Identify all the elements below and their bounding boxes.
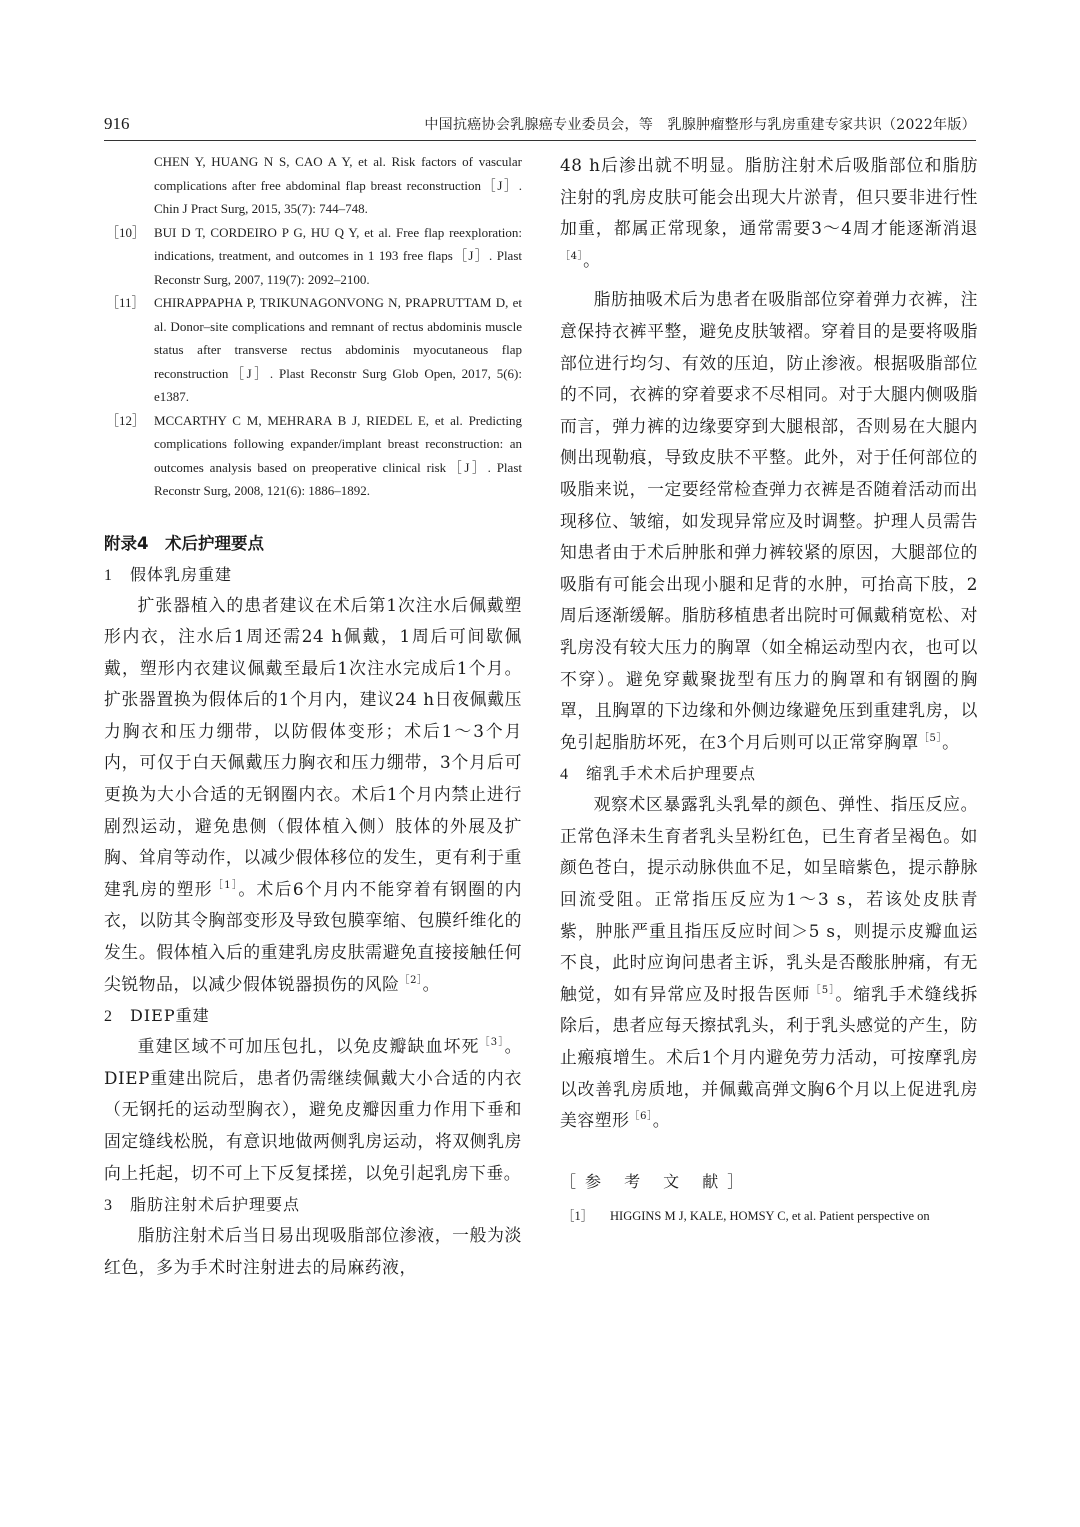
- section-number: 3: [104, 1197, 113, 1215]
- references-heading: ［参 考 文 献］: [560, 1171, 753, 1191]
- reference-text: CHIRAPPAPHA P, TRIKUNAGONVONG N, PRAPRUTTAM D, et al. Donor–site complications and remnant of rectus abdominis muscle status after transverse rectus abdominis myocutaneous flap reconstruction［J］. Plast Reconstr Surg Glob Open, 2017, 5(6): e1387.: [154, 295, 522, 404]
- section-number: 1: [104, 566, 113, 584]
- left-column: [104, 150, 522, 1283]
- paragraph: 扩张器植入的患者建议在术后第1次注水后佩戴塑形内衣，注水后1周还需24 h佩戴，1周后可间歇佩戴，塑形内衣建议佩戴至最后1次注水完成后1个月。扩张器置换为假体后的1个月内，建议24 h日夜佩戴压力胸衣和压力绷带，以防假体变形；术后1～3个月内，可仅于白天佩戴压力胸衣和压力绷带，3个月后可更换为大小合适的无钢圈内衣。术后1个月内禁止进行剧烈运动，避免患侧（假体植入侧）肢体的外展及扩胸、耸肩等动作，以减少假体移位的发生，更有利于重建乳房的塑形$^{[1]}$。术后6个月内不能穿着有钢圈的内衣，以防其令胸部变形及导致包膜挛缩、包膜纤维化的发生。假体植入后的重建乳房皮肤需避免直接接触任何尖锐物品，以减少假体锐器损伤的风险$^{[2]}$。: [104, 594, 522, 994]
- section-number: 4: [560, 766, 569, 784]
- reference-item: [104, 409, 522, 503]
- header-rule: [104, 140, 976, 141]
- reference-item: [560, 1205, 978, 1227]
- running-title: 中国抗癌协会乳腺癌专业委员会，等 乳腺肿瘤整形与乳房重建专家共识（2022年版）: [424, 117, 976, 133]
- paragraph-continued: 48 h后渗出就不明显。脂肪注射术后吸脂部位和脂肪注射的乳房皮肤可能会出现大片淤青，但只要非进行性加重，都属正常现象，通常需要3～4周才能逐渐消退$^{[4]}$。: [560, 155, 978, 270]
- paragraph: 脂肪注射术后当日易出现吸脂部位渗液，一般为淡红色，多为手术时注射进去的局麻药液，: [104, 1225, 522, 1277]
- section-heading-3: [104, 1189, 522, 1220]
- section-heading-2: [104, 1000, 522, 1031]
- section-heading-4: [560, 758, 978, 789]
- section-title: DIEP重建: [130, 1006, 210, 1026]
- reference-number: ［1］: [562, 1208, 594, 1223]
- reference-item: [104, 221, 522, 292]
- paragraph: 观察术区暴露乳头乳晕的颜色、弹性、指压反应。正常色泽未生育者乳头呈粉红色，已生育者呈褐色。如颜色苍白，提示动脉供血不足，如呈暗紫色，提示静脉回流受阻。正常指压反应为1～3 s，若该处皮肤青紫，肿胀严重且指压反应时间＞5 s，则提示皮瓣血运不良，此时应询问患者主诉，乳头是否酸胀肿痛，有无触觉，如有异常应及时报告医师$^{[5]}$。缩乳手术缝线拆除后，患者应每天擦拭乳头，利于乳头感觉的产生，防止瘢痕增生。术后1个月内避免劳力活动，可按摩乳房以改善乳房质地，并佩戴高弹文胸6个月以上促进乳房美容塑形$^{[6]}$。: [560, 794, 978, 1131]
- section-number: 2: [104, 1008, 113, 1026]
- citation: ［3］: [479, 1037, 505, 1049]
- section-title: 脂肪注射术后护理要点: [130, 1195, 301, 1215]
- appendix-title: 附录4 术后护理要点: [104, 533, 264, 553]
- right-column: [560, 150, 978, 1227]
- paragraph: 重建区域不可加压包扎，以免皮瓣缺血坏死$^{[3]}$。DIEP重建出院后，患者仍需继续佩戴大小合适的内衣（无钢托的运动型胸衣），避免皮瓣因重力作用下垂和固定缝线松脱，有意识地做两侧乳房运动，将双侧乳房向上托起，切不可上下反复揉搓，以免引起乳房下垂。: [104, 1036, 523, 1183]
- section-title: 缩乳手术术后护理要点: [586, 764, 757, 784]
- reference-number: ［10］: [106, 224, 146, 240]
- section-title: 假体乳房重建: [130, 564, 233, 584]
- citation: ［5］: [810, 984, 836, 996]
- page-number: 916: [104, 114, 130, 133]
- citation: ［4］: [560, 250, 584, 262]
- citation: ［1］: [212, 879, 239, 891]
- reference-item: [104, 291, 522, 409]
- citation: ［5］: [918, 732, 943, 744]
- reference-text: MCCARTHY C M, MEHRARA B J, RIEDEL E, et al. Predicting complications following expander/implant breast reconstruction: an outcomes analysis based on preoperative clinical risk［J］. Plast Reconstr Surg, 2008, 121(6): 1886–1892.: [154, 412, 522, 498]
- reference-text: BUI D T, CORDEIRO P G, HU Q Y, et al. Free flap reexploration: indications, treatment, and outcomes in 1 193 free flaps［J］. Plast Reconstr Surg, 2007, 119(7): 2092–2100.: [154, 224, 522, 287]
- citation: ［6］: [629, 1111, 653, 1123]
- citation: ［2］: [399, 974, 423, 986]
- section-heading-1: [104, 559, 522, 590]
- reference-number: ［12］: [106, 412, 146, 428]
- page-header: [104, 114, 976, 138]
- reference-text: HIGGINS M J, KALE, HOMSY C, et al. Patient perspective on: [610, 1208, 930, 1223]
- reference-9-continued: CHEN Y, HUANG N S, CAO A Y, et al. Risk factors of vascular complications after free abdominal flap breast reconstruction［J］. Chin J Pract Surg, 2015, 35(7): 744–748.: [154, 154, 522, 216]
- paragraph: 脂肪抽吸术后为患者在吸脂部位穿着弹力衣裤，注意保持衣裤平整，避免皮肤皱褶。穿着目的是要将吸脂部位进行均匀、有效的压迫，防止渗液。根据吸脂部位的不同，衣裤的穿着要求不尽相同。对于大腿内侧吸脂而言，弹力裤的边缘要穿到大腿根部，否则易在大腿内侧出现勒痕，导致皮肤不平整。此外，对于任何部位的吸脂来说，一定要经常检查弹力衣裤是否随着活动而出现移位、皱缩，如发现异常应及时调整。护理人员需告知患者由于术后肿胀和弹力裤较紧的原因，大腿部位的吸脂有可能会出现小腿和足背的水肿，可抬高下肢，2周后逐渐缓解。脂肪移植患者出院时可佩戴稍宽松、对乳房没有较大压力的胸罩（如全棉运动型内衣，也可以不穿）。避免穿戴聚拢型有压力的胸罩和有钢圈的胸罩，且胸罩的下边缘和外侧边缘避免压到重建乳房，以免引起脂肪坏死，在3个月后则可以正常穿胸罩$^{[5]}$。: [560, 289, 978, 752]
- reference-number: ［11］: [106, 295, 145, 310]
